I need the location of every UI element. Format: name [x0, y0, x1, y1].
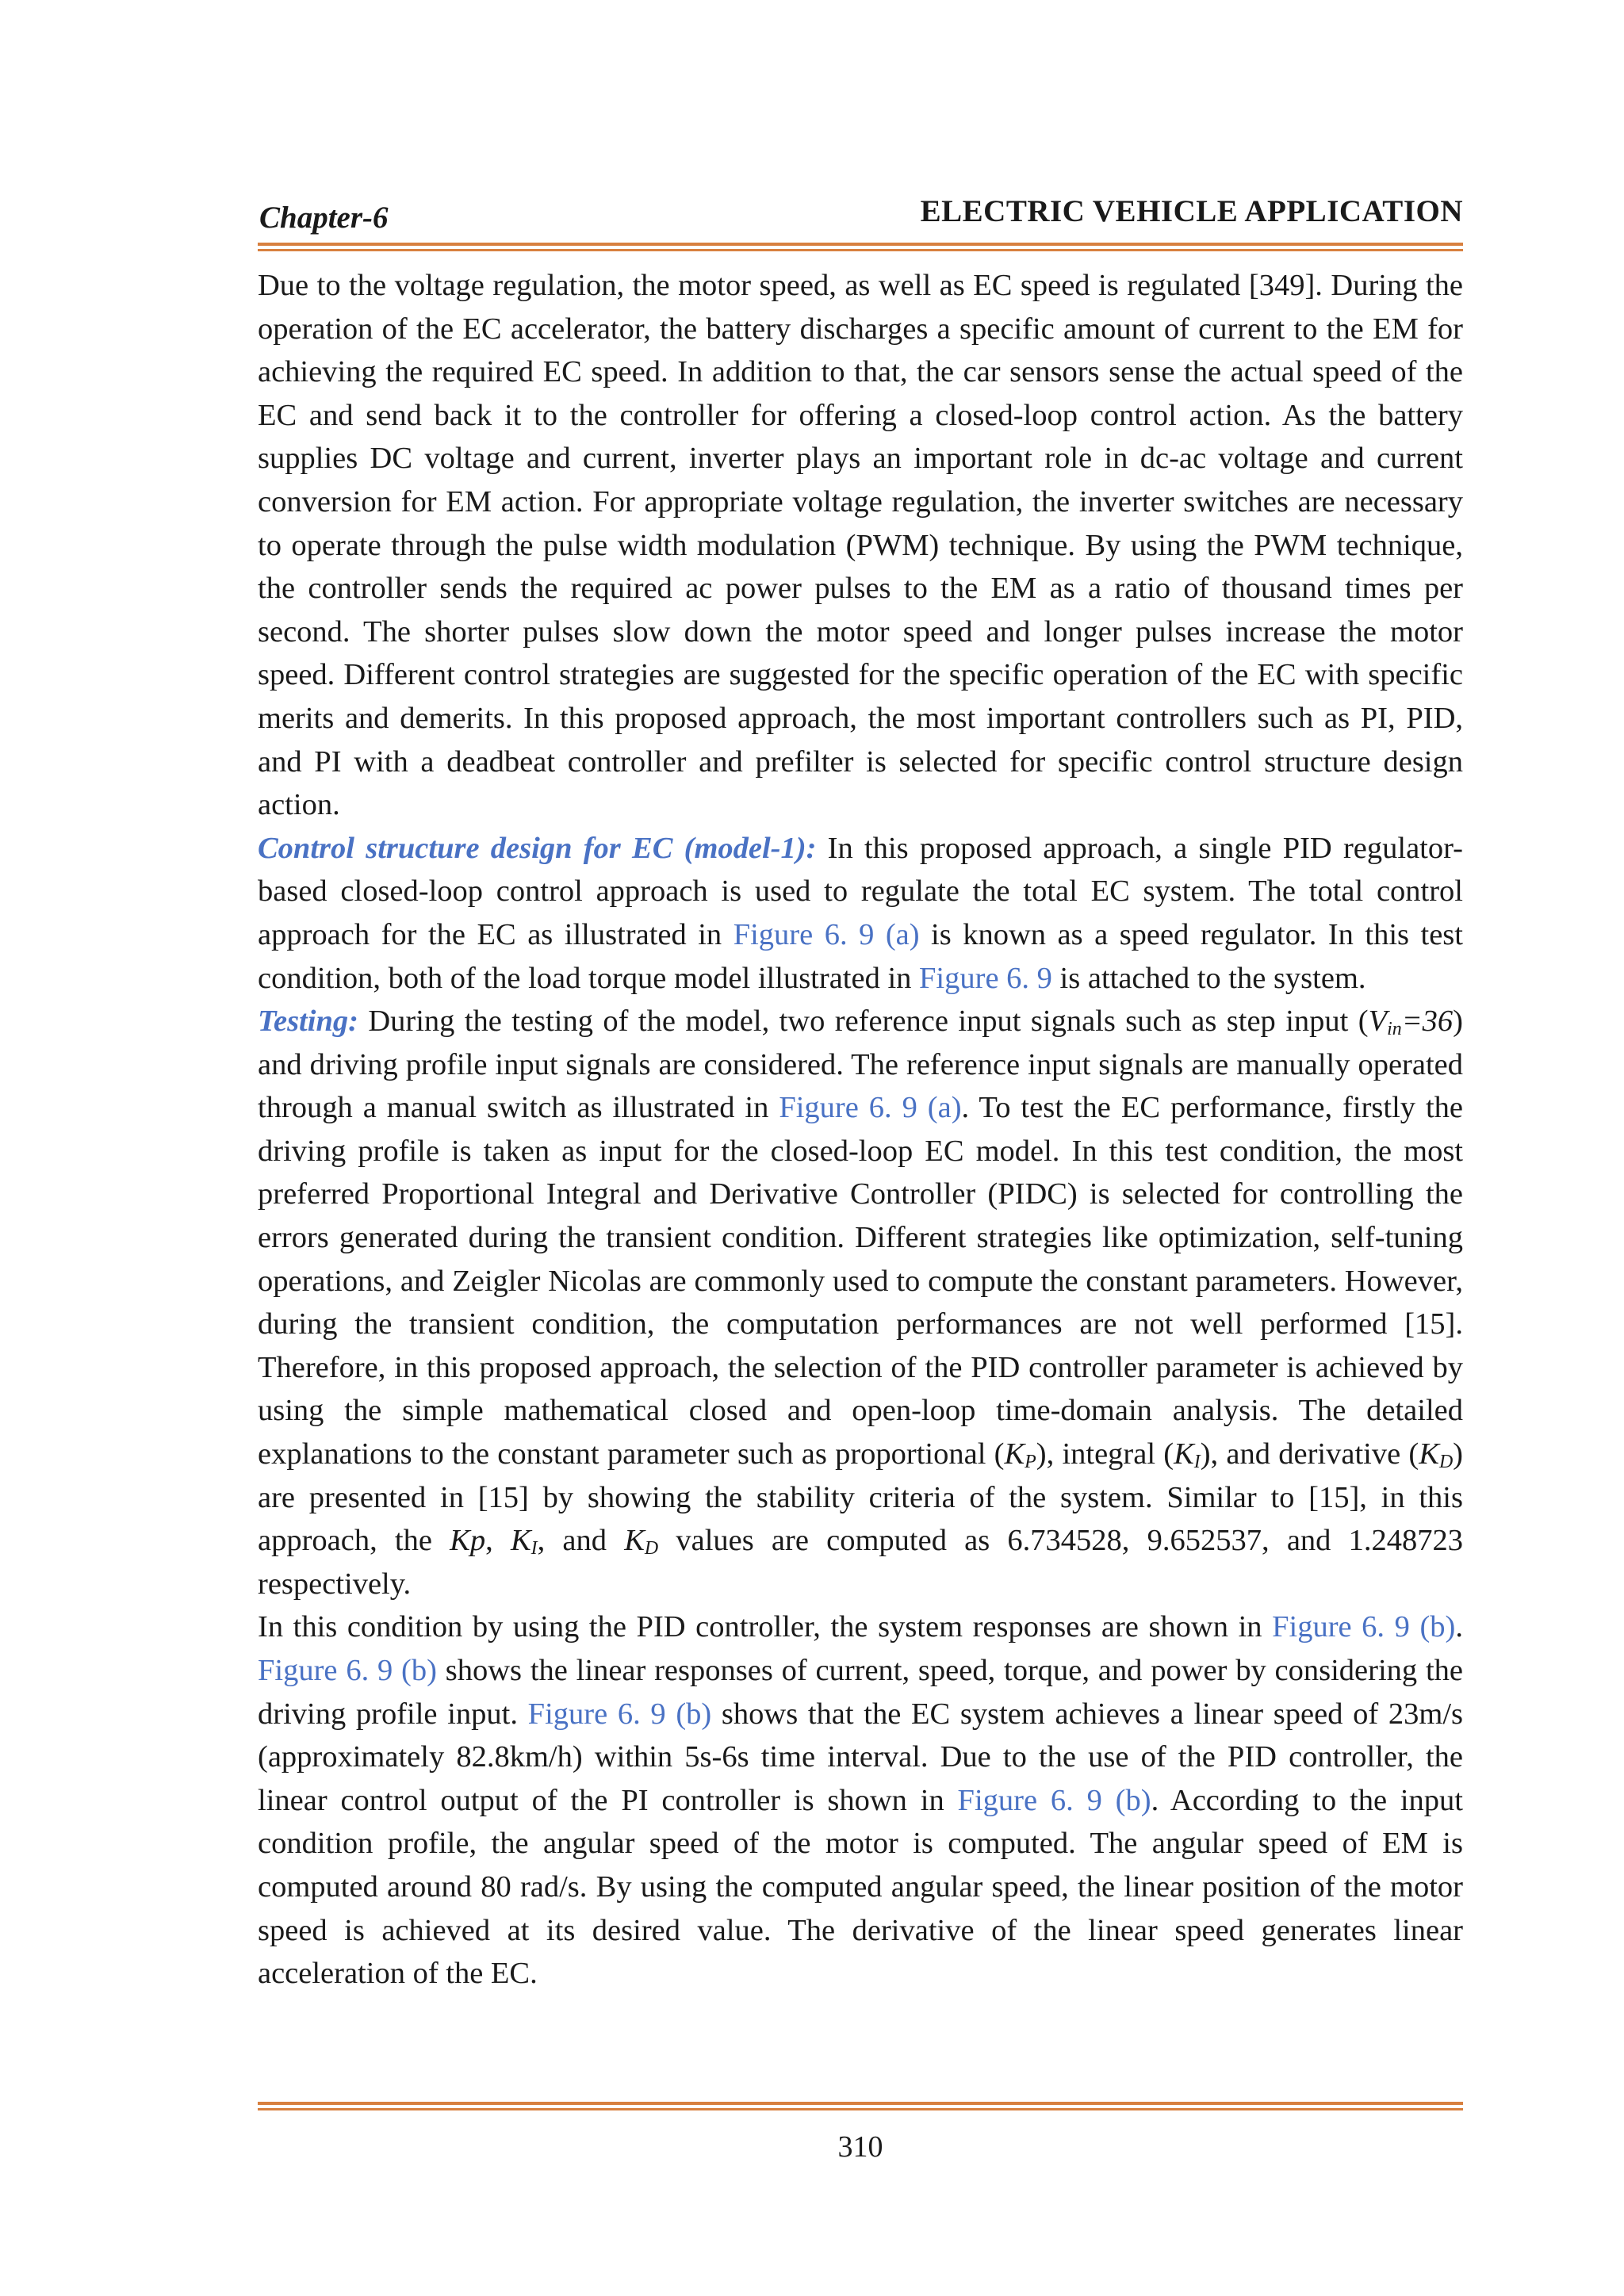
chapter-label: Chapter-6 [259, 201, 389, 235]
figure-link[interactable]: Figure 6. 9 (b) [1272, 1610, 1456, 1644]
section-heading-testing: Testing: [258, 1004, 358, 1039]
footer-rule [258, 2102, 1463, 2114]
section-title: ELECTRIC VEHICLE APPLICATION [920, 194, 1463, 228]
body-text [258, 264, 1463, 1996]
page-number: 310 [837, 2130, 883, 2164]
figure-link[interactable]: Figure 6. 9 (a) [733, 917, 920, 951]
figure-link[interactable]: Figure 6. 9 (b) [957, 1783, 1151, 1817]
paragraph-results: In this condition by using the PID controller, the system responses are shown in Figure 6. 9 (b). Figure 6. 9 (b) shows the linear responses of current, speed, torque, and power by considering the driving profile input. Figure 6. 9 (b) shows that the EC system achieves a linear speed of 23m/s (approximately 82.8km/h) within 5s-6s time interval. Due to the use of the PID controller, the linear control output of the PI controller is shown in Figure 6. 9 (b). According to the input condition profile, the angular speed of the motor is computed. The angular speed of EM is computed around 80 rad/s. By using the computed angular speed, the linear position of the motor speed is achieved at its desired value. The derivative of the linear speed generates linear acceleration of the EC. [258, 1610, 1463, 1991]
paragraph-control-structure: Control structure design for EC (model-1): In this proposed approach, a single PID regulator-based closed-loop control approach is used to regulate the total EC system. The total control approach for the EC as illustrated in Figure 6. 9 (a) is known as a speed regulator. In this test condition, both of the load torque model illustrated in Figure 6. 9 is attached to the system. [258, 831, 1463, 995]
header-rule [258, 243, 1463, 254]
figure-link[interactable]: Figure 6. 9 (b) [258, 1654, 437, 1687]
figure-link[interactable]: Figure 6. 9 (a) [779, 1091, 962, 1125]
figure-link[interactable]: Figure 6. 9 (b) [527, 1697, 712, 1731]
paragraph-intro: Due to the voltage regulation, the motor speed, as well as EC speed is regulated [349]. During the operation of the EC accelerator, the battery discharges a specific amount of current to the EM for achieving the required EC speed. In addition to that, the car sensors sense the actual speed of the EC and send back it to the controller for offering a closed-loop control action. As the battery supplies DC voltage and current, inverter plays an important role in dc-ac voltage and current conversion for EM action. For appropriate voltage regulation, the inverter switches are necessary to operate through the pulse width modulation (PWM) technique. By using the PWM technique, the controller sends the required ac power pulses to the EM as a ratio of thousand times per second. The shorter pulses slow down the motor speed and longer pulses increase the motor speed. Different control strategies are suggested for the specific operation of the EC with specific merits and demerits. In this proposed approach, the most important controllers such as PI, PID, and PI with a deadbeat controller and prefilter is selected for specific control structure design action. [258, 269, 1463, 822]
page-header [258, 193, 1463, 241]
figure-link[interactable]: Figure 6. 9 [919, 961, 1052, 995]
paragraph-testing: Testing: During the testing of the model, two reference input signals such as step input $(V_{in}=36)$ and driving profile input signals are considered. The reference input signals are manually operated through a manual switch as illustrated in Figure 6. 9 (a). To test the EC performance, firstly the driving profile is taken as input for the closed-loop EC model. In this test condition, the most preferred Proportional Integral and Derivative Controller (PIDC) is selected for controlling the errors generated during the transient condition. Different strategies like optimization, self-tuning operations, and Zeigler Nicolas are commonly used to compute the constant parameters. However, during the transient condition, the computation performances are not well performed [15]. Therefore, in this proposed approach, the selection of the PID controller parameter is achieved by using the simple mathematical closed and open-loop time-domain analysis. The detailed explanations to the constant parameter such as proportional $(K_P)$, integral $(K_I)$, and derivative $(K_D)$ are presented in [15] by showing the stability criteria of the system. Similar to [15], in this approach, the Kp, $K_I$, and $K_D$ values are computed as 6.734528, 9.652537, and 1.248723 respectively. [258, 1004, 1464, 1601]
section-heading-control-structure: Control structure design for EC (model-1): [258, 831, 817, 865]
